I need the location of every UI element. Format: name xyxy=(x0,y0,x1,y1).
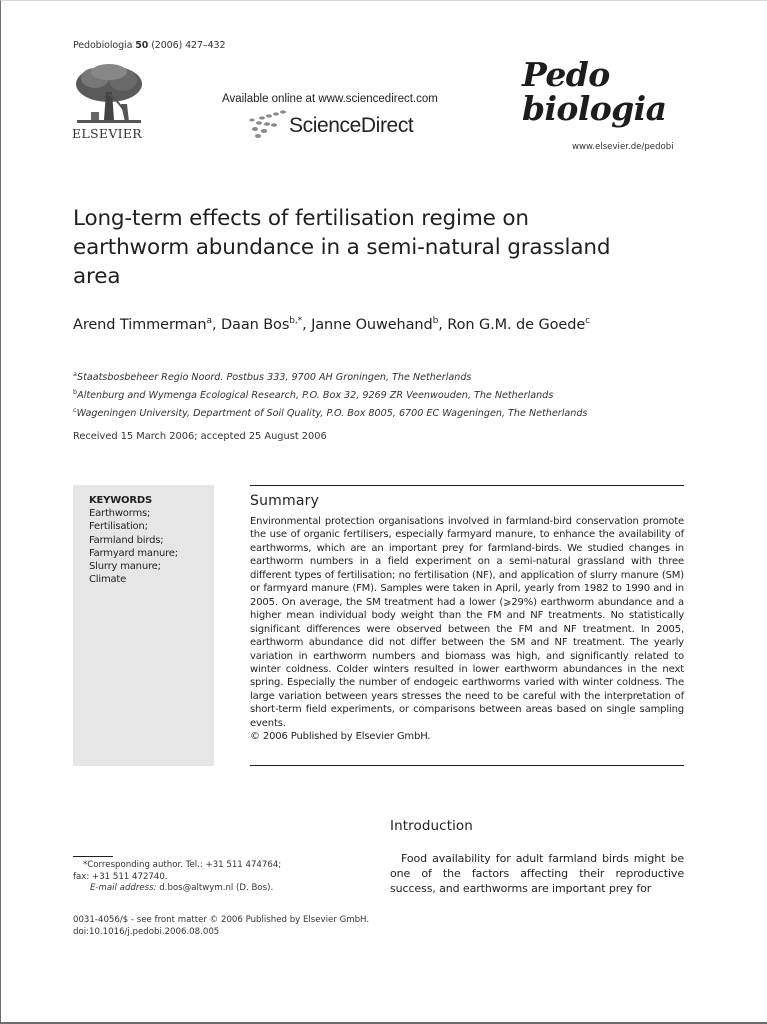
affiliation-text: Wageningen University, Department of Soil Quality, P.O. Box 8005, 6700 EC Wageningen, The Netherlands xyxy=(76,408,588,419)
footnote-tel: *Corresponding author. Tel.: +31 511 474764; xyxy=(83,860,282,870)
introduction-heading: Introduction xyxy=(390,818,473,834)
email-value[interactable]: d.bos@altwym.nl (D. Bos). xyxy=(159,883,274,893)
author-affiliation-sup[interactable]: c xyxy=(585,316,590,326)
footnote-fax: fax: +31 511 472740. xyxy=(73,871,168,882)
affiliation-a xyxy=(73,367,587,385)
keywords-box xyxy=(73,485,214,766)
corresponding-author-footnote xyxy=(73,860,281,895)
author-name: Ron G.M. de Goede xyxy=(447,317,586,333)
keyword-item: Climate xyxy=(89,574,127,586)
author-separator: , xyxy=(302,317,312,333)
journal-brand-line2: biologia xyxy=(522,89,667,128)
affiliation-text: Altenburg and Wymenga Ecological Research, P.O. Box 32, 9269 ZR Veenwouden, The Netherlands xyxy=(77,390,554,401)
author-affiliation-sup[interactable]: b xyxy=(432,316,439,326)
keyword-item: Earthworms; xyxy=(89,508,151,519)
journal-ref-volume: 50 xyxy=(135,40,149,51)
affiliation-b xyxy=(73,385,587,403)
affiliation-sup: b xyxy=(73,388,78,396)
journal-brand xyxy=(522,55,667,128)
summary-body xyxy=(250,515,684,744)
footnote-email-line xyxy=(73,883,281,895)
journal-ref-name: Pedobiologia xyxy=(73,40,133,51)
doi-line[interactable]: doi:10.1016/j.pedobi.2006.08.005 xyxy=(73,926,220,937)
journal-brand-line1: Pedo xyxy=(522,55,610,94)
available-online-text: Available online at www.sciencedirect.com xyxy=(222,93,438,105)
author-name: Daan Bos xyxy=(220,317,290,333)
keyword-item: Fertilisation; xyxy=(89,521,148,533)
author-separator: , xyxy=(438,317,448,333)
journal-url[interactable]: www.elsevier.de/pedobi xyxy=(572,142,674,152)
author-separator: , xyxy=(211,317,221,333)
sciencedirect-dots-icon xyxy=(243,109,291,139)
keyword-item: Slurry manure; xyxy=(89,561,161,573)
summary-text: Environmental protection organisations involved in farmland-bird conservation promote the use of organic fertilisers, especially farmyard manure, to enhance the availability of earthworms, which are an important prey for farmland-birds. We studied changes in earthworm numbers in a field experiment on a semi-natural grassland with three different types of fertilisation; no fertilisation (NF), and application of slurry manure (SM) or farmyard manure (FM). Samples were taken in April, yearly from 1982 to 1990 and in 2005. On average, the SM treatment had a lower (⩾29%) earthworm abundance and a higher mean individual body weight than the FM and NF treatments. No statistically significant differences were observed between the FM and NF treatment. In 2005, earthworm abundance did not differ between the SM and NF treatment. The yearly variation in earthworm numbers and biomass was high, and significantly related to winter coldness. Colder winters resulted in lower earthworm abundances in the next spring. Especially the number of endogeic earthworms varied with winter coldness. The large variation between years stresses the need to be careful with the interpretation of short-term field experiments, or comparisons between areas based on single sampling events. xyxy=(250,516,684,729)
keyword-item: Farmyard manure; xyxy=(89,547,178,559)
sciencedirect-wordmark: ScienceDirect xyxy=(289,114,414,137)
author-affiliation-sup[interactable]: a xyxy=(206,316,212,326)
summary-top-rule xyxy=(250,485,684,486)
journal-ref-pages: (2006) 427–432 xyxy=(151,40,226,51)
introduction-body xyxy=(390,851,684,896)
elsevier-wordmark: ELSEVIER xyxy=(72,126,143,141)
affiliation-sup: a xyxy=(73,370,77,378)
author-name: Arend Timmerman xyxy=(73,317,207,333)
keywords-heading: KEYWORDS xyxy=(89,495,152,506)
affiliation-sup: c xyxy=(73,406,77,414)
issn-line: 0031-4056/$ - see front matter © 2006 Published by Elsevier GmbH. xyxy=(73,915,370,925)
summary-heading: Summary xyxy=(250,493,320,509)
summary-bottom-rule xyxy=(250,765,684,766)
affiliation-text: Staatsbosbeheer Regio Noord. Postbus 333, 9700 AH Groningen, The Netherlands xyxy=(76,372,472,383)
footnote-rule xyxy=(73,856,113,857)
author-affiliation-sup[interactable]: b,* xyxy=(289,316,303,326)
summary-copyright: © 2006 Published by Elsevier GmbH. xyxy=(250,731,431,743)
received-dates: Received 15 March 2006; accepted 25 August 2006 xyxy=(73,431,327,442)
journal-reference xyxy=(73,40,225,51)
article-title: Long-term effects of fertilisation regime on earthworm abundance in a semi-natural grassland area xyxy=(73,206,611,289)
affiliations xyxy=(73,367,587,421)
front-matter xyxy=(73,915,369,938)
keyword-item: Farmland birds; xyxy=(89,534,164,546)
affiliation-c xyxy=(73,403,587,421)
author-list xyxy=(73,316,590,333)
introduction-text: Food availability for adult farmland birds might be one of the factors affecting their reproductive success, and earthworms are important prey for xyxy=(390,852,684,895)
author-name: Janne Ouwehand xyxy=(311,317,433,333)
email-label: E-mail address: xyxy=(90,883,157,893)
